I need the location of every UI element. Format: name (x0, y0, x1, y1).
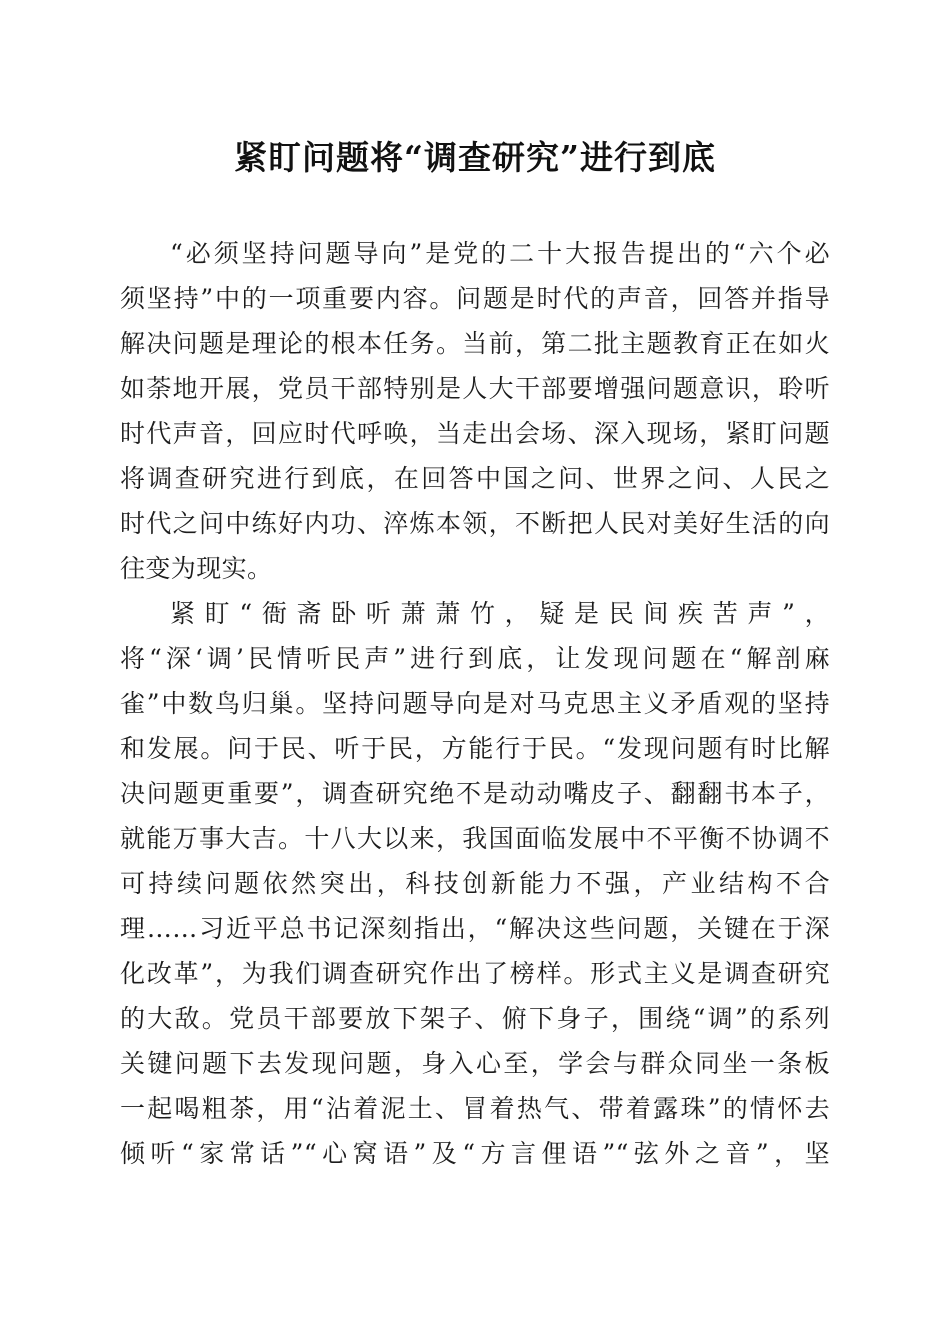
paragraph-line: 往变为现实。 (120, 554, 273, 583)
paragraph-line: 和发展。问于民、听于民，方能行于民。“发现问题有时比解 (120, 734, 830, 763)
paragraph-line: 的大敌。党员干部要放下架子、俯下身子，围绕“调”的系列 (120, 1004, 830, 1033)
paragraph-line: “必须坚持问题导向”是党的二十大报告提出的“六个必 (170, 239, 830, 268)
paragraph-line: 时代声音，回应时代呼唤，当走出会场、深入现场，紧盯问题 (120, 419, 830, 448)
paragraph-line: 可持续问题依然突出，科技创新能力不强，产业结构不合 (120, 869, 830, 898)
paragraph-2 (120, 591, 830, 1176)
paragraph-line: 关键问题下去发现问题，身入心至，学会与群众同坐一条板 (120, 1049, 830, 1078)
paragraph-line: 倾听“家常话”“心窝语”及“方言俚语”“弦外之音”，坚 (120, 1139, 830, 1168)
paragraph-1 (120, 231, 830, 591)
paragraph-line: 将“深‘调’民情听民声”进行到底，让发现问题在“解剖麻 (120, 644, 830, 673)
paragraph-line: 一起喝粗茶，用“沾着泥土、冒着热气、带着露珠”的情怀去 (120, 1094, 830, 1123)
paragraph-line: 将调查研究进行到底，在回答中国之问、世界之问、人民之 (120, 464, 830, 493)
paragraph-line: 解决问题是理论的根本任务。当前，第二批主题教育正在如火 (120, 329, 830, 358)
document-title: 紧盯问题将“调查研究”进行到底 (234, 138, 716, 177)
paragraph-line: 如荼地开展，党员干部特别是人大干部要增强问题意识，聆听 (120, 374, 830, 403)
paragraph-line: 化改革”，为我们调查研究作出了榜样。形式主义是调查研究 (120, 959, 830, 988)
paragraph-line: 须坚持”中的一项重要内容。问题是时代的声音，回答并指导 (120, 284, 830, 313)
paragraph-line: 理……习近平总书记深刻指出，“解决这些问题，关键在于深 (120, 914, 830, 943)
document-body (120, 231, 830, 1176)
paragraph-line: 时代之问中练好内功、淬炼本领，不断把人民对美好生活的向 (120, 509, 830, 538)
paragraph-line: 决问题更重要”，调查研究绝不是动动嘴皮子、翻翻书本子， (120, 779, 830, 808)
paragraph-line: 雀”中数鸟归巢。坚持问题导向是对马克思主义矛盾观的坚持 (120, 689, 830, 718)
paragraph-line: 紧盯“衙斋卧听萧萧竹，疑是民间疾苦声”， (170, 599, 830, 628)
paragraph-line: 就能万事大吉。十八大以来，我国面临发展中不平衡不协调不 (120, 824, 830, 853)
